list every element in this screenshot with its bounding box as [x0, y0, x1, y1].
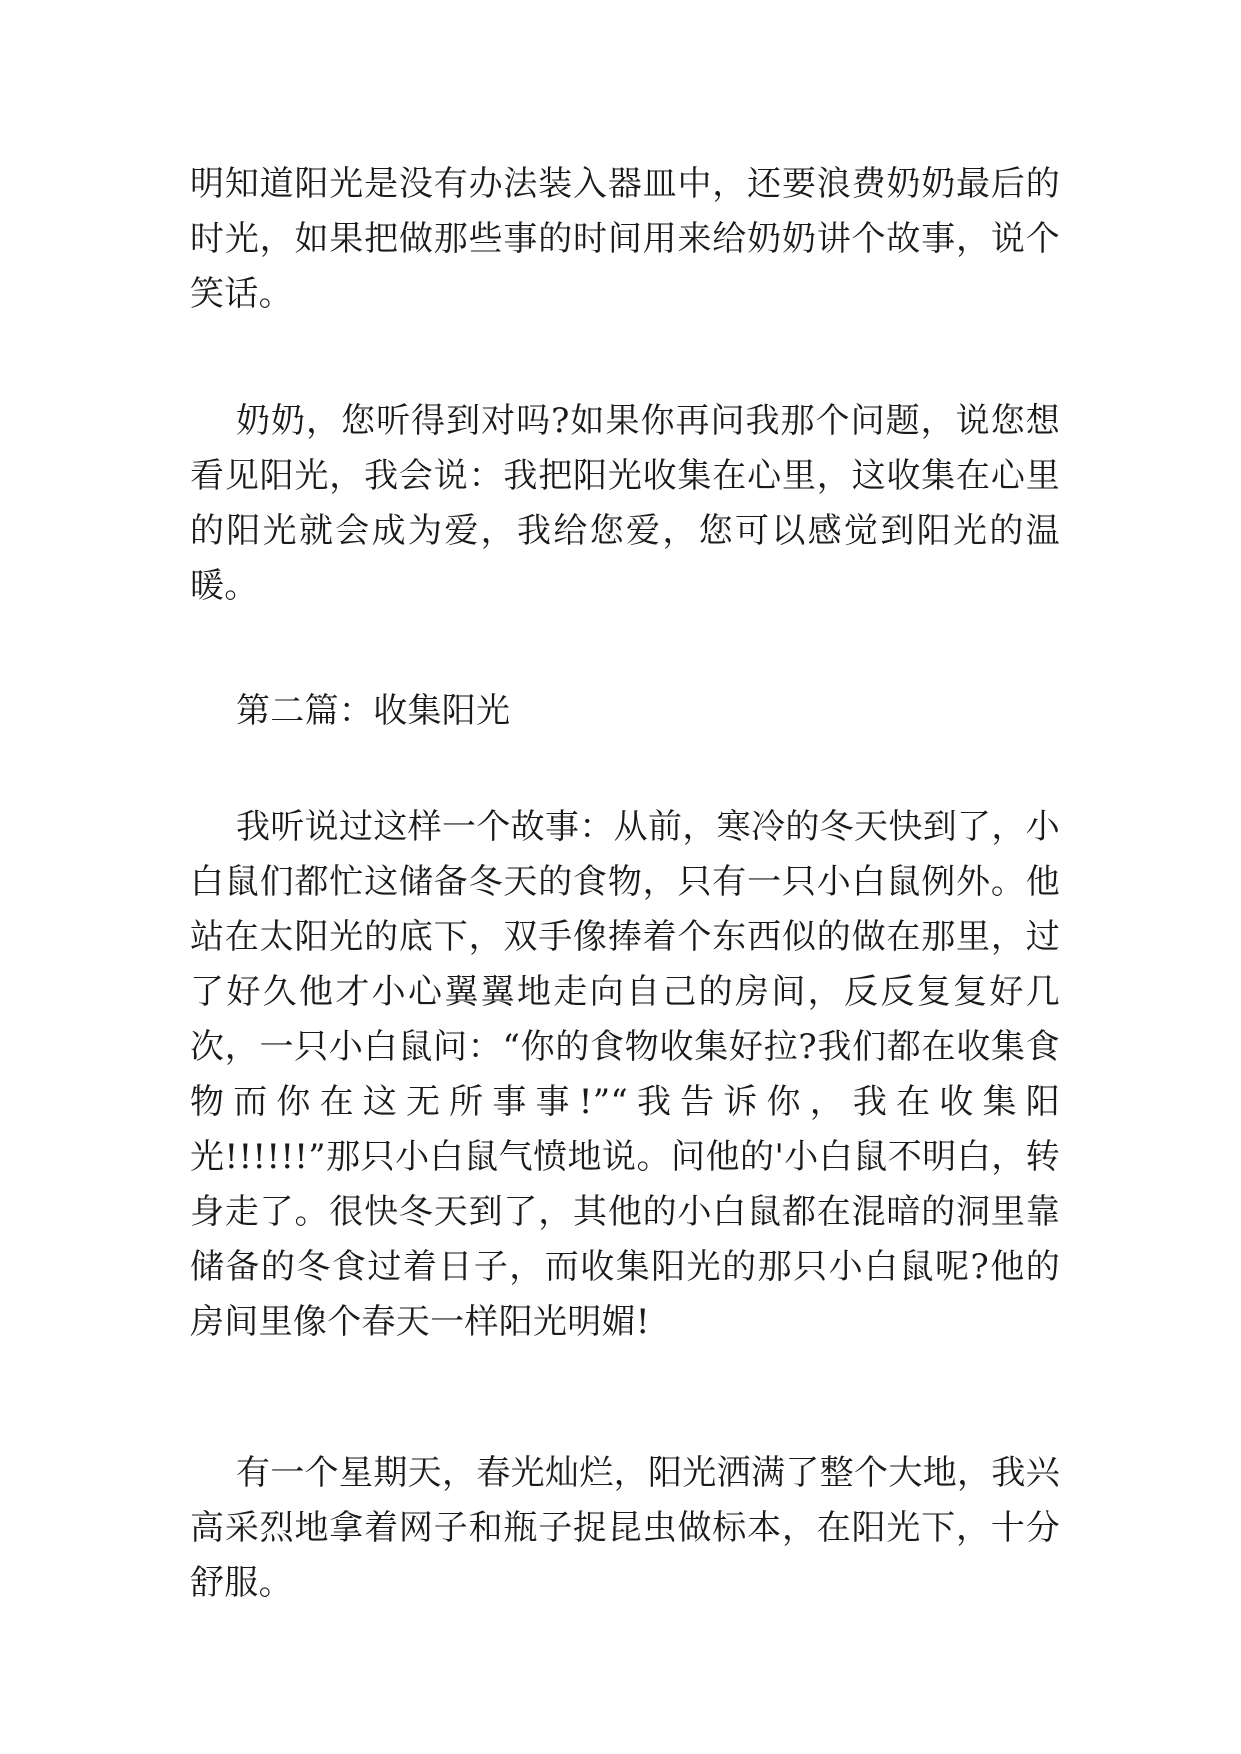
section-heading: 第二篇：收集阳光: [236, 691, 511, 731]
paragraph-grandma: 奶奶，您听得到对吗?如果你再问我那个问题，说您想看见阳光，我会说：我把阳光收集在心里，这收集在心里的阳光就会成为爱，我给您爱，您可以感觉到阳光的温暖。: [190, 401, 1060, 606]
paragraph-continued: 明知道阳光是没有办法装入器皿中，还要浪费奶奶最后的时光，如果把做那些事的时间用来给奶奶讲个故事，说个笑话。: [190, 164, 1060, 314]
paragraph-sunday: 有一个星期天，春光灿烂，阳光洒满了整个大地，我兴高采烈地拿着网子和瓶子捉昆虫做标本，在阳光下，十分舒服。: [190, 1453, 1060, 1603]
paragraph-story: 我听说过这样一个故事：从前，寒冷的冬天快到了，小白鼠们都忙这储备冬天的食物，只有一只小白鼠例外。他站在太阳光的底下，双手像捧着个东西似的做在那里，过了好久他才小心翼翼地走向自己的房间，反反复复好几次，一只小白鼠问：“你的食物收集好拉?我们都在收集食物而你在这无所事事!”“我告诉你，我在收集阳光!!!!!!”那只小白鼠气愤地说。问他的'小白鼠不明白，转身走了。很快冬天到了，其他的小白鼠都在混暗的洞里靠储备的冬食过着日子，而收集阳光的那只小白鼠呢?他的房间里像个春天一样阳光明媚!: [190, 807, 1060, 1342]
